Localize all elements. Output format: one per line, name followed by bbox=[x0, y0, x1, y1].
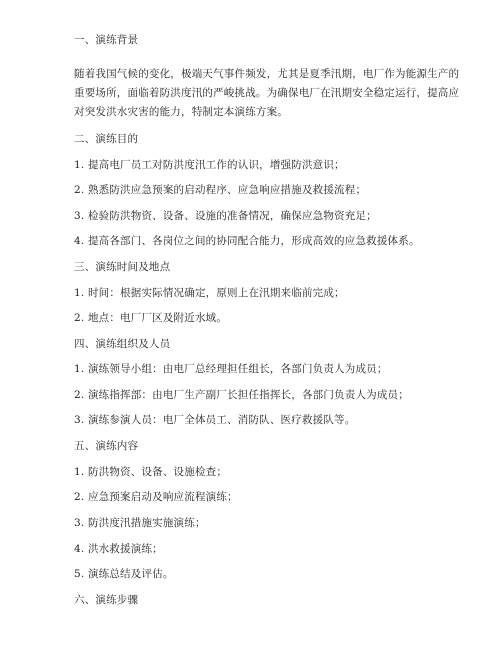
list-item: 1. 防洪物资、设备、设施检查； bbox=[74, 466, 228, 478]
list-item: 1. 时间：根据实际情况确定，原则上在汛期来临前完成； bbox=[74, 287, 345, 299]
section-heading: 一、演练背景 bbox=[74, 34, 139, 46]
list-item: 4. 提高各部门、各岗位之间的协同配合能力，形成高效的应急救援体系。 bbox=[74, 235, 420, 247]
list-item: 2. 地点：电厂厂区及附近水域。 bbox=[74, 312, 228, 324]
list-item: 2. 熟悉防洪应急预案的启动程序、应急响应措施及救援流程； bbox=[74, 184, 367, 196]
paragraph-line: 重要场所，面临着防洪度汛的严峻挑战。为确保电厂在汛期安全稳定运行，提高应 bbox=[74, 87, 460, 99]
list-item: 4. 洪水救援演练； bbox=[74, 543, 163, 555]
list-item: 3. 检验防洪物资、设备、设施的准备情况，确保应急物资充足； bbox=[74, 210, 377, 222]
list-item: 1. 提高电厂员工对防洪度汛工作的认识，增强防洪意识； bbox=[74, 159, 345, 171]
section-heading: 六、演练步骤 bbox=[74, 594, 139, 606]
list-item: 3. 演练参演人员：电厂全体员工、消防队、医疗救援队等。 bbox=[74, 414, 356, 426]
list-item: 2. 应急预案启动及响应流程演练； bbox=[74, 491, 238, 503]
section-heading: 二、演练目的 bbox=[74, 133, 139, 145]
list-item: 3. 防洪度汛措施实施演练； bbox=[74, 517, 206, 529]
section-heading: 五、演练内容 bbox=[74, 440, 139, 452]
list-item: 2. 演练指挥部：由电厂生产副厂长担任指挥长，各部门负责人为成员； bbox=[74, 389, 409, 401]
paragraph-line: 随着我国气候的变化，极端天气事件频发，尤其是夏季汛期，电厂作为能源生产的 bbox=[74, 68, 460, 80]
section-heading: 三、演练时间及地点 bbox=[74, 261, 171, 273]
list-item: 5. 演练总结及评估。 bbox=[74, 568, 174, 580]
paragraph-line: 对突发洪水灾害的能力，特制定本演练方案。 bbox=[74, 106, 288, 118]
list-item: 1. 演练领导小组：由电厂总经理担任组长，各部门负责人为成员； bbox=[74, 363, 388, 375]
section-heading: 四、演练组织及人员 bbox=[74, 338, 171, 350]
